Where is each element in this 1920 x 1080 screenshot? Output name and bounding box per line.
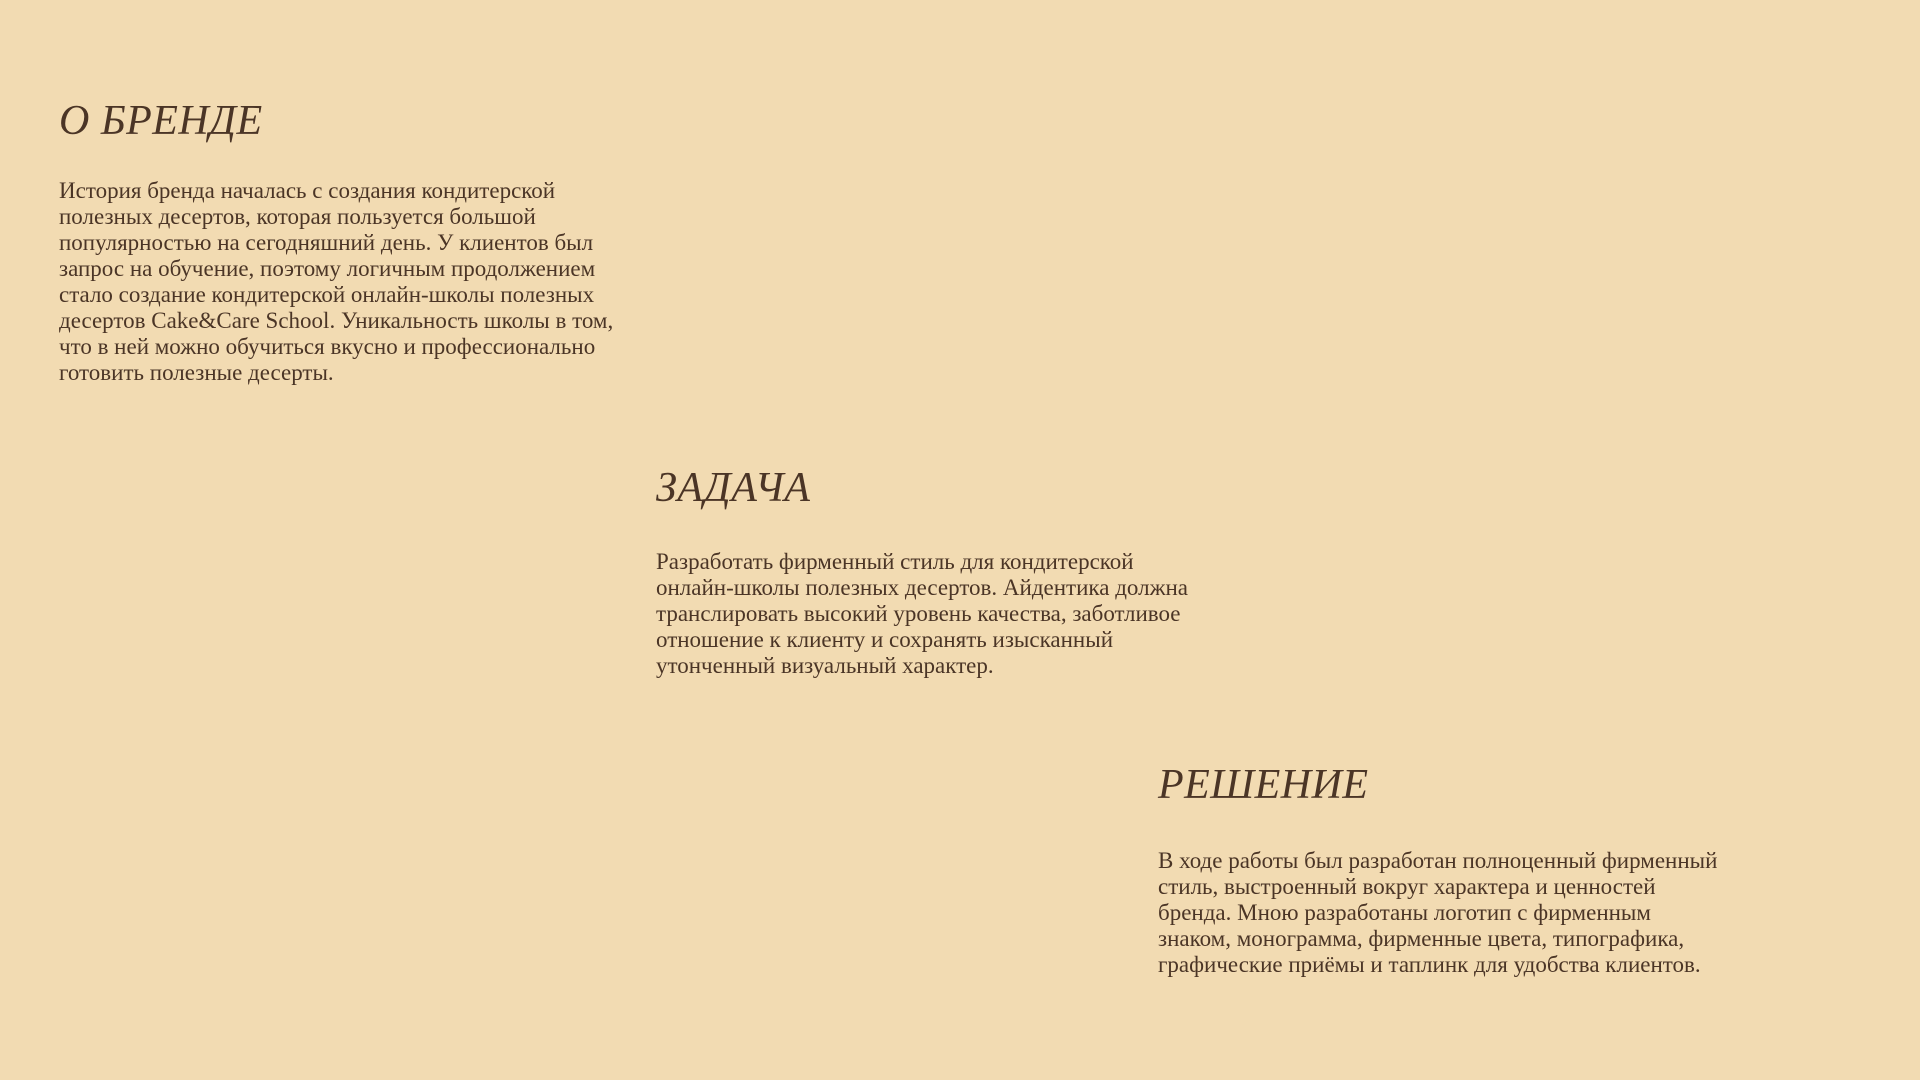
section-text [1158,848,1717,978]
text-line: полезных десертов, которая пользуется большой [59,204,536,229]
text-line: История бренда началась с создания кондитерской [59,178,556,203]
section-title: ЗАДАЧА [656,465,811,511]
text-line: стало создание кондитерской онлайн-школы полезных [59,282,595,307]
text-line: запрос на обучение, поэтому логичным продолжением [59,256,596,281]
section-text [59,178,613,386]
text-line: десертов Cake&Care School. Уникальность школы в том, [59,308,614,333]
section-title: О БРЕНДЕ [59,98,263,144]
text-line: транслировать высокий уровень качества, заботливое [656,601,1181,626]
section-text [656,549,1188,679]
text-line: графические приёмы и таплинк для удобства клиентов. [1158,952,1701,977]
section-task [656,467,1188,679]
text-line: В ходе работы был разработан полноценный фирменный [1158,848,1718,873]
text-line: Разработать фирменный стиль для кондитерской [656,549,1134,574]
section-title: РЕШЕНИЕ [1158,762,1369,808]
text-line: стиль, выстроенный вокруг характера и ценностей [1158,874,1656,899]
section-solution [1158,764,1717,978]
text-line: знаком, монограмма, фирменные цвета, типографика, [1158,926,1685,951]
section-about-brand [59,100,613,386]
text-line: готовить полезные десерты. [59,360,334,385]
text-line: утонченный визуальный характер. [656,653,994,678]
text-line: что в ней можно обучиться вкусно и профессионально [59,334,596,359]
text-line: популярностью на сегодняшний день. У клиентов был [59,230,594,255]
text-line: онлайн-школы полезных десертов. Айдентика должна [656,575,1188,600]
text-line: отношение к клиенту и сохранять изысканный [656,627,1114,652]
text-line: бренда. Мною разработаны логотип с фирменным [1158,900,1651,925]
